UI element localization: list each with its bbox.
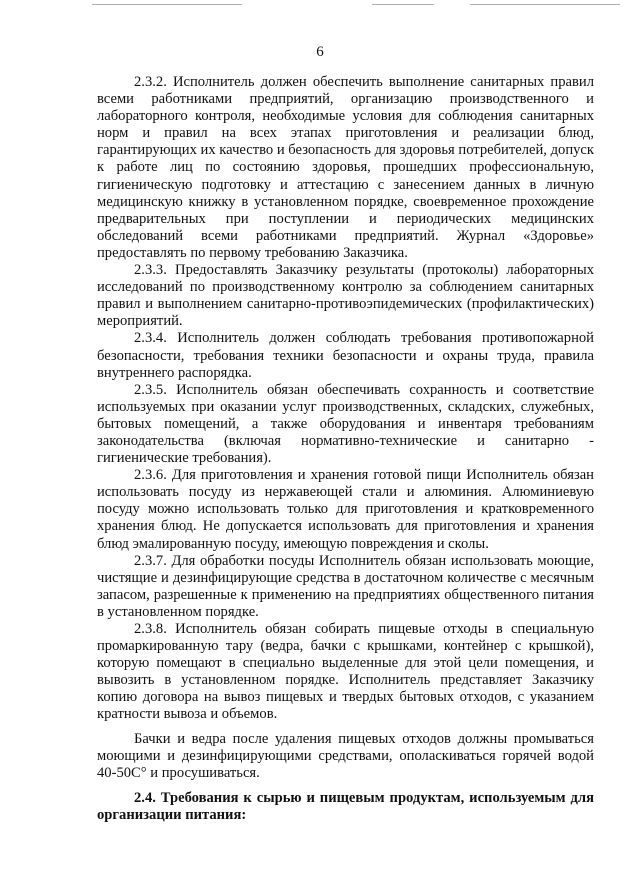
paragraph-2-3-3: 2.3.3. Предоставлять Заказчику результаты (протоколы) лабораторных исследований по производственному контролю за соблюдением санитарных правил и выполнением санитарно-противоэпидемических (профилактических) мероприятий. (97, 262, 594, 330)
paragraph-2-3-2: 2.3.2. Исполнитель должен обеспечить выполнение санитарных правил всеми работниками предприятий, организацию производственного и лабораторного контроля, необходимые условия для соблюдения санитарных норм и правил на всех этапах приготовления и реализации блюд, гарантирующих их качество и безопасность для здоровья потребителей, допуск к работе лиц по состоянию здоровья, прошедших профессиональную, гигиеническую подготовку и аттестацию с занесением данных в личную медицинскую книжку в установленном порядке, своевременное прохождение предварительных при поступлении и периодических медицинских обследований всеми работниками предприятий. Журнал «Здоровье» предоставлять по первому требованию Заказчика. (97, 74, 594, 261)
scan-artifact-line (92, 4, 242, 5)
paragraph-2-3-7: 2.3.7. Для обработки посуды Исполнитель обязан использовать моющие, чистящие и дезинфицирующие средства в достаточном количестве с месячным запасом, разрешенные к применению на предприятиях общественного питания в установленном порядке. (97, 552, 594, 620)
scan-artifact-line (372, 4, 434, 5)
page-number: 6 (316, 44, 324, 60)
paragraph-2-3-6: 2.3.6. Для приготовления и хранения готовой пищи Исполнитель обязан использовать посуду из нержавеющей стали и алюминия. Алюминиевую посуду можно использовать только для приготовления и кратковременного хранения блюд. Не допускается использовать для приготовления и хранения блюд эмалированную посуду, имеющую повреждения и сколы. (97, 467, 594, 552)
paragraph-2-3-4: 2.3.4. Исполнитель должен соблюдать требования противопожарной безопасности, требования техники безопасности и охраны труда, правила внутреннего распорядка. (97, 330, 594, 381)
paragraph-waste-containers: Бачки и ведра после удаления пищевых отходов должны промываться моющими и дезинфицирующими средствами, ополаскиваться горячей водой 40-50С° и просушиваться. (97, 730, 594, 781)
paragraph-2-3-5: 2.3.5. Исполнитель обязан обеспечивать сохранность и соответствие используемых при оказании услуг производственных, складских, служебных, бытовых помещений, а также оборудования и инвентаря требованиям законодательства (включая нормативно-технические и санитарно - гигиенические требования). (97, 381, 594, 467)
section-heading-2-4: 2.4. Требования к сырью и пищевым продуктам, используемым для организации питания: (97, 789, 594, 823)
scan-artifact-line (470, 4, 620, 5)
document-body (97, 74, 594, 824)
paragraph-2-3-8: 2.3.8. Исполнитель обязан собирать пищевые отходы в специальную промаркированную тару (ведра, бачки с крышками, контейнер с крышкой), которую помещают в специально выделенные для этой цели помещения, и вывозить в установленном порядке. Исполнитель представляет Заказчику копию договора на вывоз пищевых и твердых бытовых отходов, с указанием кратности вывоза и объемов. (97, 621, 594, 723)
